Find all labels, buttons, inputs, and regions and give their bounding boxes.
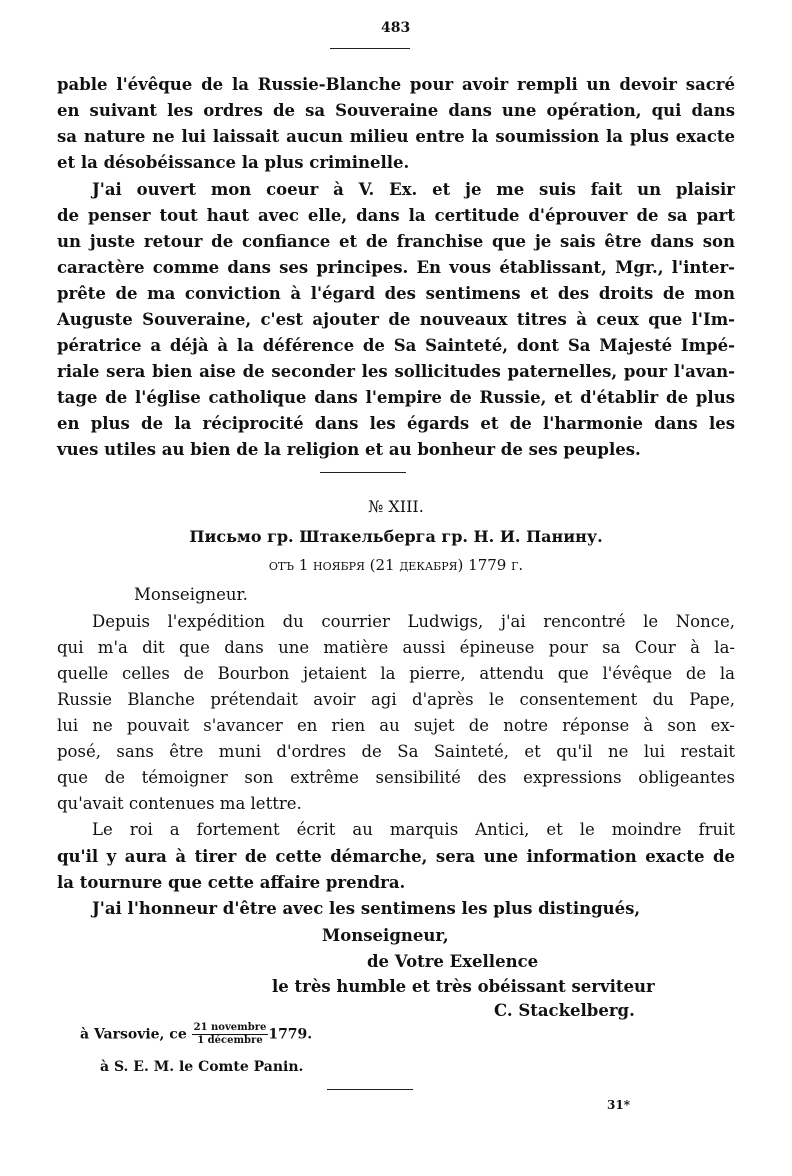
text-line: que de témoigner son extrême sensibilité des expressions obligeantes <box>57 768 735 787</box>
text-line: Auguste Souveraine, c'est ajouter de nouveaux titres à ceux que l'Im- <box>57 310 735 329</box>
text-line: Le roi a fortement écrit au marquis Antici, et le moindre fruit <box>92 820 735 839</box>
page-number: 483 <box>381 20 411 36</box>
date-old-style: 21 novembre <box>193 1022 267 1033</box>
place-prefix: à Varsovie, ce <box>80 1026 187 1043</box>
text-line: Depuis l'expédition du courrier Ludwigs, j'ai rencontré le Nonce, <box>92 612 735 631</box>
text-line: prête de ma conviction à l'égard des sentimens et des droits de mon <box>57 284 735 303</box>
document-number: № XIII. <box>368 497 424 516</box>
document-date: отъ 1 ноября (21 декабря) 1779 г. <box>268 556 524 574</box>
text-line: la tournure que cette affaire prendra. <box>57 873 406 892</box>
place-date <box>80 1022 312 1047</box>
addressee: à S. E. M. le Comte Panin. <box>100 1059 304 1075</box>
text-line: posé, sans être muni d'ordres de Sa Sainteté, et qu'il ne lui restait <box>57 742 735 761</box>
text-line: en plus de la réciprocité dans les égards et de l'harmonie dans les <box>57 414 735 433</box>
text-line: qui m'a dit que dans une matière aussi épineuse pour sa Cour à la- <box>57 638 735 657</box>
text-line: Russie Blanche prétendait avoir agi d'après le consentement du Pape, <box>57 690 735 709</box>
text-line: caractère comme dans ses principes. En vous établissant, Mgr., l'inter- <box>57 258 735 277</box>
text-line: sa nature ne lui laissait aucun milieu entre la soumission la plus exacte <box>57 127 735 146</box>
section-divider <box>320 472 406 473</box>
text-line: pable l'évêque de la Russie-Blanche pour avoir rempli un devoir sacré <box>57 75 735 94</box>
text-line: J'ai ouvert mon coeur à V. Ex. et je me suis fait un plaisir <box>92 180 735 199</box>
text-line: de penser tout haut avec elle, dans la certitude d'éprouver de sa part <box>57 206 735 225</box>
closing-line: le très humble et très obéissant serviteur <box>272 977 655 996</box>
date-fraction <box>192 1022 269 1047</box>
text-line: en suivant les ordres de sa Souveraine dans une opération, qui dans <box>57 101 735 120</box>
date-year: 1779. <box>268 1026 313 1043</box>
text-line: qu'il y aura à tirer de cette démarche, sera une information exacte de <box>57 847 735 866</box>
text-line: riale sera bien aise de seconder les sollicitudes paternelles, pour l'avan- <box>57 362 735 381</box>
text-line: J'ai l'honneur d'être avec les sentimens les plus distingués, <box>92 899 641 918</box>
signature: C. Stackelberg. <box>494 1001 635 1020</box>
text-line: vues utiles au bien de la religion et au bonheur de ses peuples. <box>57 440 641 459</box>
document-title: Письмо гр. Штакельберга гр. Н. И. Панину. <box>189 527 603 546</box>
text-line: qu'avait contenues ma lettre. <box>57 794 302 813</box>
closing-line: de Votre Exellence <box>367 952 539 971</box>
closing-line: Monseigneur, <box>322 926 449 945</box>
text-line: pératrice a déjà à la déférence de Sa Sainteté, dont Sa Majesté Impé- <box>57 336 735 355</box>
salutation: Monseigneur. <box>134 585 248 604</box>
footer-rule <box>327 1089 413 1090</box>
text-line: et la désobéissance la plus criminelle. <box>57 153 410 172</box>
text-line: tage de l'église catholique dans l'empire de Russie, et d'établir de plus <box>57 388 735 407</box>
signature-mark: 31* <box>607 1098 630 1112</box>
text-line: un juste retour de confiance et de franchise que je sais être dans son <box>57 232 735 251</box>
text-line: quelle celles de Bourbon jetaient la pierre, attendu que l'évêque de la <box>57 664 735 683</box>
date-new-style: 1 décembre <box>197 1035 263 1046</box>
text-line: lui ne pouvait s'avancer en rien au sujet de notre réponse à son ex- <box>57 716 735 735</box>
header-rule <box>330 48 410 49</box>
